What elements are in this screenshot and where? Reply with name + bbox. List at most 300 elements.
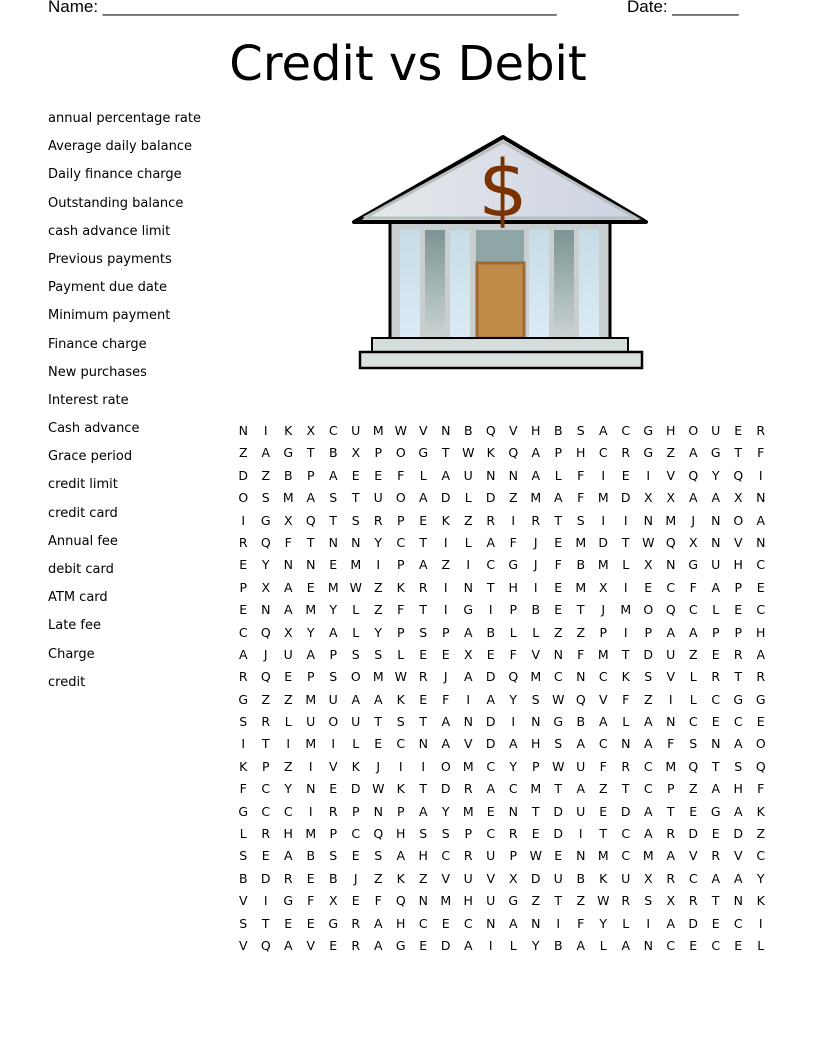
grid-cell[interactable]: T	[441, 445, 450, 461]
grid-cell[interactable]: X	[643, 490, 653, 506]
grid-cell[interactable]: S	[329, 848, 338, 864]
grid-cell[interactable]: C	[733, 714, 743, 730]
grid-cell[interactable]: E	[329, 557, 338, 573]
grid-cell[interactable]: T	[374, 714, 383, 730]
grid-cell[interactable]: I	[601, 512, 606, 528]
grid-cell[interactable]: S	[689, 736, 698, 752]
grid-cell[interactable]: F	[509, 646, 517, 662]
grid-cell[interactable]: R	[711, 669, 721, 685]
grid-cell[interactable]: R	[621, 445, 631, 461]
grid-cell[interactable]: A	[463, 624, 473, 640]
grid-cell[interactable]: G	[463, 602, 474, 618]
grid-cell[interactable]: Z	[261, 691, 271, 707]
grid-cell[interactable]: I	[466, 691, 471, 707]
grid-cell[interactable]: X	[733, 490, 743, 506]
grid-cell[interactable]: A	[756, 512, 766, 528]
grid-cell[interactable]: W	[462, 445, 475, 461]
grid-cell[interactable]: P	[351, 803, 360, 819]
grid-cell[interactable]: N	[643, 512, 653, 528]
grid-cell[interactable]: E	[351, 467, 360, 483]
grid-cell[interactable]: A	[283, 937, 293, 953]
grid-cell[interactable]: S	[644, 893, 653, 909]
grid-cell[interactable]: A	[643, 826, 653, 842]
grid-cell[interactable]: F	[577, 490, 585, 506]
grid-cell[interactable]: P	[734, 579, 743, 595]
grid-cell[interactable]: Q	[485, 423, 496, 438]
grid-cell[interactable]: Y	[531, 937, 540, 953]
grid-cell[interactable]: D	[440, 490, 451, 506]
grid-cell[interactable]: P	[599, 624, 608, 640]
grid-cell[interactable]: Z	[261, 467, 271, 483]
grid-cell[interactable]: H	[396, 826, 406, 842]
grid-cell[interactable]: E	[441, 915, 450, 931]
grid-cell[interactable]: O	[733, 512, 744, 528]
grid-cell[interactable]: R	[283, 870, 293, 886]
grid-cell[interactable]: A	[441, 736, 451, 752]
grid-cell[interactable]: U	[666, 646, 676, 662]
grid-cell[interactable]: Q	[373, 826, 384, 842]
grid-cell[interactable]: M	[665, 758, 677, 774]
grid-cell[interactable]: I	[601, 467, 606, 483]
grid-cell[interactable]: A	[508, 736, 518, 752]
grid-cell[interactable]: C	[711, 691, 721, 707]
grid-cell[interactable]: I	[646, 467, 651, 483]
grid-cell[interactable]: F	[554, 557, 562, 573]
grid-cell[interactable]: E	[756, 714, 765, 730]
grid-cell[interactable]: H	[733, 557, 743, 573]
grid-cell[interactable]: A	[418, 557, 428, 573]
grid-cell[interactable]: N	[508, 467, 518, 483]
grid-cell[interactable]: P	[554, 445, 563, 461]
grid-cell[interactable]: J	[263, 646, 268, 662]
grid-cell[interactable]: C	[666, 937, 676, 953]
grid-cell[interactable]: Q	[260, 937, 271, 953]
grid-cell[interactable]: F	[577, 915, 585, 931]
grid-cell[interactable]: A	[373, 915, 383, 931]
grid-cell[interactable]: Q	[260, 624, 271, 640]
grid-cell[interactable]: C	[621, 423, 631, 438]
grid-cell[interactable]: T	[576, 602, 585, 618]
grid-cell[interactable]: K	[756, 803, 765, 819]
grid-cell[interactable]: L	[509, 624, 517, 640]
grid-cell[interactable]: D	[688, 826, 699, 842]
grid-cell[interactable]: T	[261, 915, 270, 931]
grid-cell[interactable]: O	[688, 423, 699, 438]
grid-cell[interactable]: B	[553, 937, 563, 953]
grid-cell[interactable]: F	[284, 534, 292, 550]
grid-cell[interactable]: F	[622, 691, 630, 707]
grid-cell[interactable]: N	[486, 467, 496, 483]
grid-cell[interactable]: V	[486, 870, 496, 886]
grid-cell[interactable]: E	[689, 803, 698, 819]
grid-cell[interactable]: O	[643, 602, 654, 618]
grid-cell[interactable]: N	[621, 736, 631, 752]
grid-cell[interactable]: N	[711, 512, 721, 528]
grid-cell[interactable]: V	[418, 423, 428, 438]
grid-cell[interactable]: X	[283, 624, 293, 640]
grid-cell[interactable]: E	[734, 602, 743, 618]
grid-cell[interactable]: K	[284, 423, 293, 438]
grid-cell[interactable]: Y	[306, 624, 315, 640]
grid-cell[interactable]: I	[421, 758, 426, 774]
grid-cell[interactable]: I	[668, 691, 673, 707]
grid-cell[interactable]: S	[239, 915, 248, 931]
grid-cell[interactable]: V	[441, 870, 451, 886]
grid-cell[interactable]: D	[598, 534, 609, 550]
grid-cell[interactable]: J	[533, 534, 538, 550]
grid-cell[interactable]: G	[643, 445, 654, 461]
grid-cell[interactable]: Q	[733, 467, 744, 483]
grid-cell[interactable]: C	[733, 915, 743, 931]
grid-cell[interactable]: K	[396, 579, 405, 595]
grid-cell[interactable]: A	[328, 467, 338, 483]
grid-cell[interactable]: L	[599, 937, 607, 953]
grid-cell[interactable]: Z	[576, 893, 586, 909]
grid-cell[interactable]: B	[553, 423, 563, 438]
grid-cell[interactable]: N	[576, 848, 586, 864]
grid-cell[interactable]: C	[261, 781, 271, 797]
grid-cell[interactable]: N	[306, 557, 316, 573]
grid-cell[interactable]: S	[351, 512, 360, 528]
grid-cell[interactable]: T	[666, 803, 675, 819]
grid-cell[interactable]: T	[711, 893, 720, 909]
grid-cell[interactable]: L	[419, 467, 427, 483]
grid-cell[interactable]: W	[597, 893, 610, 909]
grid-cell[interactable]: W	[394, 669, 407, 685]
grid-cell[interactable]: L	[464, 534, 472, 550]
grid-cell[interactable]: F	[307, 893, 315, 909]
grid-cell[interactable]: M	[372, 669, 384, 685]
grid-cell[interactable]: F	[757, 445, 765, 461]
grid-cell[interactable]: Y	[756, 870, 765, 886]
grid-cell[interactable]: X	[666, 490, 676, 506]
grid-cell[interactable]: T	[621, 781, 630, 797]
grid-cell[interactable]: U	[711, 557, 721, 573]
grid-cell[interactable]: Q	[575, 691, 586, 707]
grid-cell[interactable]: E	[306, 579, 315, 595]
grid-cell[interactable]: L	[239, 826, 247, 842]
grid-cell[interactable]: I	[443, 579, 448, 595]
grid-cell[interactable]: A	[711, 781, 721, 797]
grid-cell[interactable]: T	[329, 512, 338, 528]
grid-cell[interactable]: X	[508, 870, 518, 886]
grid-cell[interactable]: C	[643, 781, 653, 797]
grid-cell[interactable]: F	[689, 579, 697, 595]
grid-cell[interactable]: W	[552, 758, 565, 774]
grid-cell[interactable]: N	[261, 602, 271, 618]
grid-cell[interactable]: N	[328, 534, 338, 550]
grid-cell[interactable]: H	[733, 781, 743, 797]
grid-cell[interactable]: M	[597, 557, 609, 573]
grid-cell[interactable]: E	[329, 781, 338, 797]
grid-cell[interactable]: L	[532, 624, 540, 640]
grid-cell[interactable]: P	[396, 803, 405, 819]
grid-cell[interactable]: N	[463, 714, 473, 730]
grid-cell[interactable]: W	[529, 848, 542, 864]
grid-cell[interactable]: A	[643, 714, 653, 730]
grid-cell[interactable]: R	[418, 579, 428, 595]
grid-cell[interactable]: S	[554, 736, 563, 752]
grid-cell[interactable]: E	[734, 423, 743, 438]
grid-cell[interactable]: E	[441, 646, 450, 662]
grid-cell[interactable]: H	[463, 893, 473, 909]
grid-cell[interactable]: S	[531, 691, 540, 707]
grid-cell[interactable]: D	[553, 803, 564, 819]
grid-cell[interactable]: E	[351, 848, 360, 864]
grid-cell[interactable]: G	[395, 937, 406, 953]
grid-cell[interactable]: A	[621, 937, 631, 953]
grid-cell[interactable]: V	[598, 691, 608, 707]
grid-cell[interactable]: Z	[643, 691, 653, 707]
grid-cell[interactable]: T	[621, 534, 630, 550]
grid-cell[interactable]: B	[576, 714, 586, 730]
grid-cell[interactable]: T	[531, 803, 540, 819]
grid-cell[interactable]: C	[508, 781, 518, 797]
grid-cell[interactable]: Y	[261, 557, 270, 573]
grid-cell[interactable]: Q	[755, 758, 766, 774]
grid-cell[interactable]: I	[758, 915, 763, 931]
grid-cell[interactable]: E	[306, 870, 315, 886]
grid-cell[interactable]: M	[305, 826, 317, 842]
grid-cell[interactable]: T	[351, 490, 360, 506]
grid-cell[interactable]: D	[688, 915, 699, 931]
grid-cell[interactable]: C	[688, 602, 698, 618]
grid-cell[interactable]: I	[263, 893, 268, 909]
grid-cell[interactable]: F	[599, 758, 607, 774]
grid-cell[interactable]: U	[283, 646, 293, 662]
grid-cell[interactable]: N	[531, 915, 541, 931]
grid-cell[interactable]: E	[419, 691, 428, 707]
grid-cell[interactable]: N	[418, 893, 428, 909]
grid-cell[interactable]: Q	[260, 534, 271, 550]
grid-cell[interactable]: A	[733, 803, 743, 819]
grid-cell[interactable]: E	[554, 602, 563, 618]
grid-cell[interactable]: A	[733, 870, 743, 886]
grid-cell[interactable]: E	[554, 848, 563, 864]
grid-cell[interactable]: A	[666, 915, 676, 931]
grid-cell[interactable]: Z	[418, 870, 428, 886]
grid-cell[interactable]: T	[711, 758, 720, 774]
grid-cell[interactable]: E	[306, 915, 315, 931]
grid-cell[interactable]: R	[373, 512, 383, 528]
grid-cell[interactable]: G	[733, 691, 744, 707]
grid-cell[interactable]: K	[756, 893, 765, 909]
grid-cell[interactable]: N	[756, 534, 766, 550]
grid-cell[interactable]: R	[261, 714, 271, 730]
grid-cell[interactable]: E	[261, 848, 270, 864]
grid-cell[interactable]: R	[733, 646, 743, 662]
grid-cell[interactable]: R	[756, 669, 766, 685]
grid-cell[interactable]: U	[711, 423, 721, 438]
grid-cell[interactable]: M	[575, 534, 587, 550]
grid-cell[interactable]: R	[621, 893, 631, 909]
grid-cell[interactable]: G	[508, 893, 519, 909]
grid-cell[interactable]: R	[351, 915, 361, 931]
grid-cell[interactable]: R	[621, 758, 631, 774]
grid-cell[interactable]: N	[643, 937, 653, 953]
grid-cell[interactable]: U	[306, 714, 316, 730]
grid-cell[interactable]: D	[238, 467, 249, 483]
grid-cell[interactable]: P	[711, 624, 720, 640]
grid-cell[interactable]: M	[350, 557, 362, 573]
grid-cell[interactable]: R	[261, 826, 271, 842]
grid-cell[interactable]: Z	[688, 781, 698, 797]
grid-cell[interactable]: Z	[553, 624, 563, 640]
grid-cell[interactable]: C	[598, 445, 608, 461]
grid-cell[interactable]: G	[710, 445, 721, 461]
grid-cell[interactable]: I	[623, 579, 628, 595]
grid-cell[interactable]: A	[418, 803, 428, 819]
grid-cell[interactable]: M	[530, 490, 542, 506]
grid-cell[interactable]: A	[486, 534, 496, 550]
grid-cell[interactable]: R	[688, 893, 698, 909]
grid-cell[interactable]: N	[306, 781, 316, 797]
grid-cell[interactable]: Y	[329, 602, 338, 618]
grid-cell[interactable]: A	[756, 646, 766, 662]
grid-cell[interactable]: D	[485, 490, 496, 506]
grid-cell[interactable]: M	[372, 423, 384, 438]
grid-cell[interactable]: E	[239, 602, 248, 618]
grid-cell[interactable]: I	[623, 624, 628, 640]
grid-cell[interactable]: C	[351, 826, 361, 842]
grid-cell[interactable]: U	[373, 490, 383, 506]
grid-cell[interactable]: S	[734, 758, 743, 774]
grid-cell[interactable]: R	[238, 534, 248, 550]
grid-cell[interactable]: O	[395, 490, 406, 506]
grid-cell[interactable]: K	[621, 669, 630, 685]
grid-cell[interactable]: M	[327, 579, 339, 595]
grid-cell[interactable]: N	[418, 736, 428, 752]
grid-cell[interactable]: I	[331, 736, 336, 752]
grid-cell[interactable]: V	[688, 848, 698, 864]
grid-cell[interactable]: B	[328, 870, 338, 886]
grid-cell[interactable]: I	[308, 803, 313, 819]
grid-cell[interactable]: C	[283, 803, 293, 819]
grid-cell[interactable]: B	[238, 870, 248, 886]
grid-cell[interactable]: V	[531, 646, 541, 662]
grid-cell[interactable]: I	[511, 714, 516, 730]
grid-cell[interactable]: C	[756, 602, 766, 618]
grid-cell[interactable]: W	[394, 423, 407, 438]
grid-cell[interactable]: K	[396, 781, 405, 797]
grid-cell[interactable]: J	[353, 870, 358, 886]
grid-cell[interactable]: M	[665, 512, 677, 528]
grid-cell[interactable]: B	[328, 445, 338, 461]
grid-cell[interactable]: S	[419, 826, 428, 842]
grid-cell[interactable]: I	[511, 512, 516, 528]
grid-cell[interactable]: C	[486, 826, 496, 842]
grid-cell[interactable]: B	[283, 467, 293, 483]
grid-cell[interactable]: K	[351, 758, 360, 774]
grid-cell[interactable]: Q	[688, 467, 699, 483]
grid-cell[interactable]: A	[306, 490, 316, 506]
grid-cell[interactable]: Q	[508, 669, 519, 685]
grid-cell[interactable]: K	[599, 870, 608, 886]
grid-cell[interactable]: N	[531, 714, 541, 730]
grid-cell[interactable]: T	[419, 534, 428, 550]
grid-cell[interactable]: A	[711, 490, 721, 506]
grid-cell[interactable]: I	[488, 937, 493, 953]
grid-cell[interactable]: F	[577, 467, 585, 483]
grid-cell[interactable]: D	[350, 781, 361, 797]
grid-cell[interactable]: Z	[373, 602, 383, 618]
grid-cell[interactable]: W	[552, 691, 565, 707]
grid-cell[interactable]: M	[530, 781, 542, 797]
grid-cell[interactable]: T	[621, 646, 630, 662]
grid-cell[interactable]: T	[419, 781, 428, 797]
grid-cell[interactable]: E	[374, 467, 383, 483]
grid-cell[interactable]: T	[419, 602, 428, 618]
grid-cell[interactable]: A	[351, 691, 361, 707]
grid-cell[interactable]: R	[508, 826, 518, 842]
grid-cell[interactable]: E	[329, 937, 338, 953]
grid-cell[interactable]: C	[261, 803, 271, 819]
grid-cell[interactable]: E	[711, 714, 720, 730]
grid-cell[interactable]: U	[486, 848, 496, 864]
grid-cell[interactable]: U	[576, 758, 586, 774]
grid-cell[interactable]: V	[666, 669, 676, 685]
grid-cell[interactable]: G	[643, 423, 654, 438]
grid-cell[interactable]: T	[554, 893, 563, 909]
grid-cell[interactable]: G	[755, 691, 766, 707]
grid-cell[interactable]: A	[238, 646, 248, 662]
grid-cell[interactable]: V	[666, 467, 676, 483]
grid-cell[interactable]: H	[531, 423, 541, 438]
grid-cell[interactable]: T	[261, 736, 270, 752]
grid-cell[interactable]: Q	[688, 758, 699, 774]
grid-cell[interactable]: E	[711, 646, 720, 662]
grid-cell[interactable]: I	[398, 758, 403, 774]
grid-cell[interactable]: Y	[509, 758, 518, 774]
grid-cell[interactable]: S	[239, 714, 248, 730]
grid-cell[interactable]: S	[261, 490, 270, 506]
grid-cell[interactable]: C	[486, 557, 496, 573]
grid-cell[interactable]: R	[531, 512, 541, 528]
grid-cell[interactable]: A	[666, 624, 676, 640]
grid-cell[interactable]: F	[374, 893, 382, 909]
grid-cell[interactable]: A	[666, 848, 676, 864]
grid-cell[interactable]: M	[305, 691, 317, 707]
grid-cell[interactable]: N	[756, 490, 766, 506]
grid-cell[interactable]: G	[238, 803, 249, 819]
grid-cell[interactable]: A	[688, 624, 698, 640]
grid-cell[interactable]: S	[576, 423, 585, 438]
grid-cell[interactable]: G	[418, 445, 429, 461]
grid-cell[interactable]: A	[373, 691, 383, 707]
grid-cell[interactable]: E	[554, 579, 563, 595]
grid-cell[interactable]: B	[306, 848, 316, 864]
grid-cell[interactable]: G	[283, 893, 294, 909]
grid-cell[interactable]: E	[621, 467, 630, 483]
grid-cell[interactable]: A	[463, 669, 473, 685]
grid-cell[interactable]: N	[711, 736, 721, 752]
grid-cell[interactable]: S	[329, 490, 338, 506]
grid-cell[interactable]: W	[372, 781, 385, 797]
grid-cell[interactable]: I	[241, 512, 246, 528]
grid-cell[interactable]: Z	[508, 490, 518, 506]
grid-cell[interactable]: G	[553, 714, 564, 730]
grid-cell[interactable]: M	[597, 848, 609, 864]
grid-cell[interactable]: K	[396, 691, 405, 707]
grid-cell[interactable]: O	[238, 490, 249, 506]
grid-cell[interactable]: D	[485, 669, 496, 685]
grid-cell[interactable]: P	[396, 512, 405, 528]
grid-cell[interactable]: A	[441, 714, 451, 730]
grid-cell[interactable]: T	[554, 781, 563, 797]
grid-cell[interactable]: P	[644, 624, 653, 640]
grid-cell[interactable]: G	[688, 557, 699, 573]
grid-cell[interactable]: R	[351, 937, 361, 953]
